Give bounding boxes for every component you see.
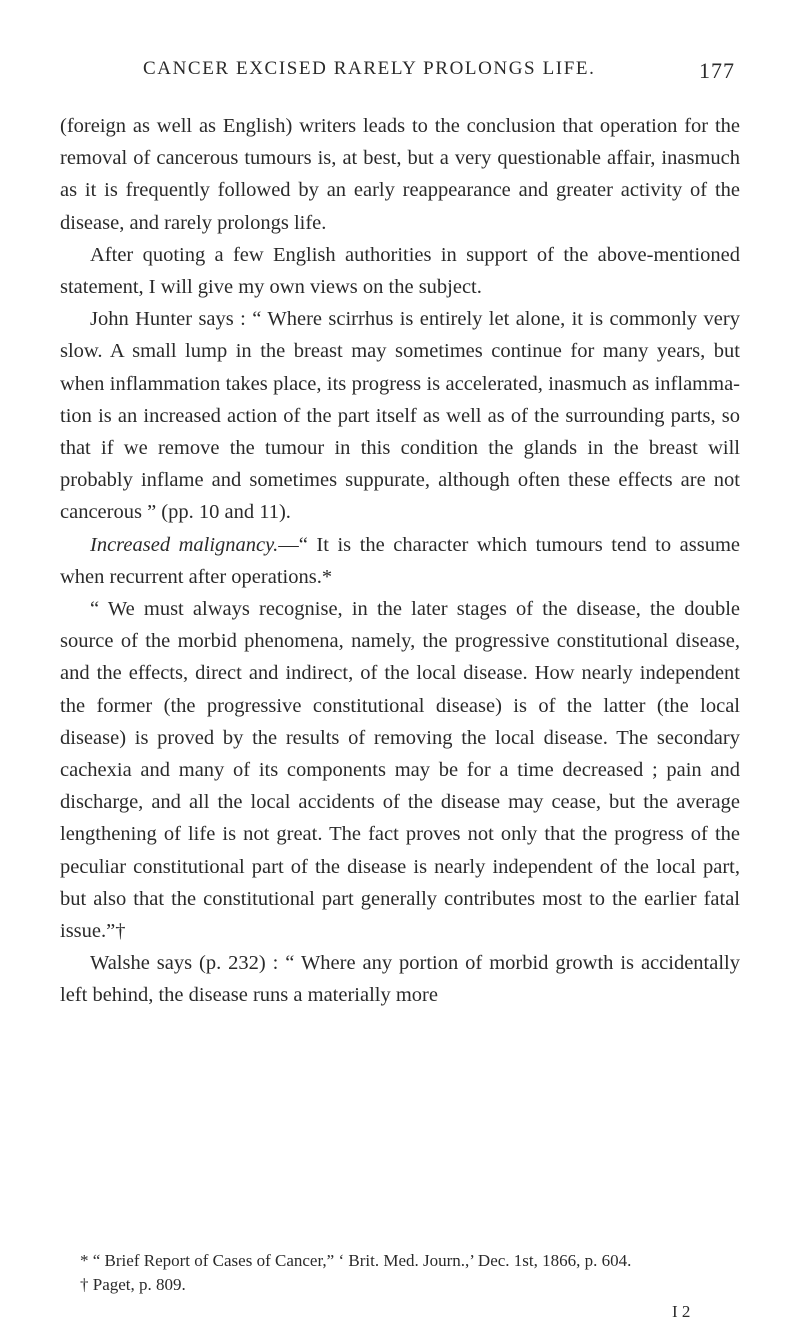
paragraph-3: John Hunter says : “ Where scirrhus is entirely let alone, it is commonly very slow. A small lump in the breast may sometimes continue for many years, but when inflammation takes place, its progress is accelerated, inasmuch as inflammation is an increased action of the part itself as well as of the surrounding parts, so that if we remove the tumour in this condition the glands in the breast will probably inflame and sometimes suppurate, although often these effects are not cancerous ” (pp. 10 and 11). bbox=[60, 308, 740, 524]
footnote-1: * “ Brief Report of Cases of Cancer,” ‘ Brit. Med. Journ.,’ Dec. 1st, 1866, p. 604. bbox=[80, 1251, 632, 1270]
footnotes bbox=[60, 1249, 740, 1297]
paragraph-2: After quoting a few English authorities in support of the above-mentioned statement, I will give my own views on the subject. bbox=[60, 243, 740, 299]
page-number: 177 bbox=[699, 58, 735, 83]
signature-mark: I 2 bbox=[672, 1302, 691, 1321]
footnote-2: † Paget, p. 809. bbox=[80, 1275, 186, 1294]
running-head bbox=[143, 58, 735, 83]
body-text bbox=[60, 110, 740, 1012]
paragraph-5: “ We must always recognise, in the later stages of the disease, the double source of the morbid phenomena, namely, the progressive constitutional disease, and the effects, direct and indirect, of the local disease. How nearly independent the former (the progressive constitutional disease) is of the latter (the local disease) is proved by the results of removing the local disease. The secondary cachexia and many of its components may be for a time decreased ; pain and discharge, and all the local accidents of the disease may cease, but the average lengthening of life is not great. The fact proves not only that the progress of the peculiar constitutional part of the disease is nearly independent of the local part, but also that the constitutional part generally contributes most to the earlier fatal issue.”† bbox=[60, 598, 740, 943]
paragraph-6: Walshe says (p. 232) : “ Where any portion of morbid growth is accidentally left behind, the disease runs a materially more bbox=[60, 952, 740, 1007]
section-heading: Increased malignancy. bbox=[90, 533, 279, 556]
paragraph-1: (foreign as well as English) writers leads to the conclusion that operation for the removal of cancerous tumours is, at best, but a very questionable affair, inasmuch as it is frequently followed by an early reappearance and greater activity of the disease, and rarely prolongs life. bbox=[60, 115, 740, 234]
running-title: CANCER EXCISED RARELY PROLONGS LIFE. bbox=[143, 58, 596, 79]
paragraph-4-text: —“ It is the character which tumours tend to assume when recurrent after operations.* bbox=[60, 533, 740, 588]
paragraph-4 bbox=[60, 529, 740, 593]
